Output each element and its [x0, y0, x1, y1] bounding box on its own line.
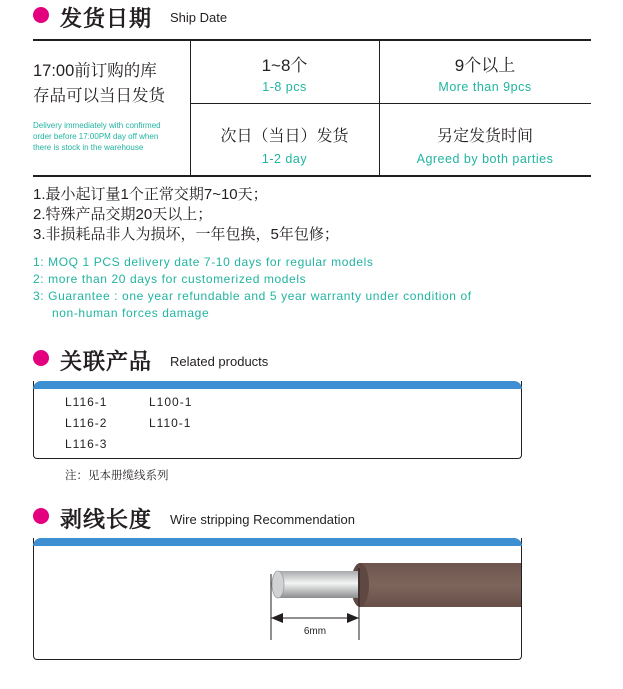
note-en-1: 1: MOQ 1 PCS delivery date 7-10 days for regular models	[33, 255, 374, 269]
col1-value-en: 1-2 day	[261, 152, 308, 166]
related-box	[33, 381, 522, 459]
col1-header-cn: 1~8个	[261, 56, 308, 75]
ship-left-cn	[33, 59, 165, 109]
note-en-4: non-human forces damage	[52, 306, 210, 320]
strip-dimension-label: 6mm	[303, 626, 327, 637]
col2-header-cn: 9个以上	[454, 56, 516, 75]
table-top-border	[33, 39, 591, 41]
strip-title-cn: 剥线长度	[60, 507, 153, 532]
wire-conductor-tip	[272, 571, 284, 598]
ship-left-cn-line1: 17:00前订购的库	[33, 62, 157, 80]
ship-left-en-line1: Delivery immediately with confirmed	[33, 121, 161, 130]
ship-left-en-line3: there is stock in the warehouse	[33, 143, 144, 152]
cable-insulation	[359, 563, 521, 607]
bullet-dot-icon	[33, 508, 49, 524]
related-title-en: Related products	[170, 354, 269, 369]
table-divider-h	[190, 103, 591, 104]
note-en-3: 3: Guarantee : one year refundable and 5 year warranty under condition of	[33, 289, 472, 303]
wire-conductor	[278, 571, 358, 598]
note-cn-3: 3.非损耗品非人为损坏，一年包换，5年包修；	[33, 226, 339, 243]
ship-left-en-line2: order before 17:00PM day off when	[33, 132, 159, 141]
col1-header-en: 1-8 pcs	[262, 80, 307, 94]
ship-date-title-cn: 发货日期	[60, 6, 153, 31]
bullet-dot-icon	[33, 7, 49, 23]
col2-header-en: More than 9pcs	[438, 80, 532, 94]
notes-en	[33, 254, 472, 322]
strip-title-en: Wire stripping Recommendation	[170, 512, 355, 527]
notes-cn	[33, 185, 339, 245]
note-cn-2: 2.特殊产品交期20天以上；	[33, 206, 213, 223]
strip-box	[33, 538, 522, 660]
note-en-2: 2: more than 20 days for customerized models	[33, 272, 307, 286]
stripped-wire-illustration	[34, 538, 521, 659]
related-title-cn: 关联产品	[60, 349, 153, 374]
related-note: 注：见本册缆线系列	[65, 470, 169, 482]
ship-table	[33, 39, 591, 179]
product-code: L100-1	[149, 395, 193, 409]
ship-date-title-en: Ship Date	[170, 10, 228, 25]
product-code: L116-1	[65, 395, 108, 409]
ship-left-cn-line2: 存品可以当日发货	[33, 87, 165, 105]
bullet-dot-icon	[33, 350, 49, 366]
table-bottom-border	[33, 175, 591, 177]
note-cn-1: 1.最小起订量1个正常交期7~10天；	[33, 186, 268, 203]
col2-value-cn: 另定发货时间	[436, 128, 533, 145]
related-box-header-bar	[33, 381, 522, 389]
product-code: L110-1	[149, 416, 192, 430]
product-code: L116-3	[65, 437, 108, 451]
product-code: L116-2	[65, 416, 108, 430]
dimension-arrow-right-icon	[347, 613, 359, 623]
col2-value-en: Agreed by both parties	[416, 152, 554, 166]
dimension-arrow-left-icon	[271, 613, 283, 623]
col1-value-cn: 次日（当日）发货	[220, 128, 349, 145]
ship-left-en	[33, 120, 161, 153]
